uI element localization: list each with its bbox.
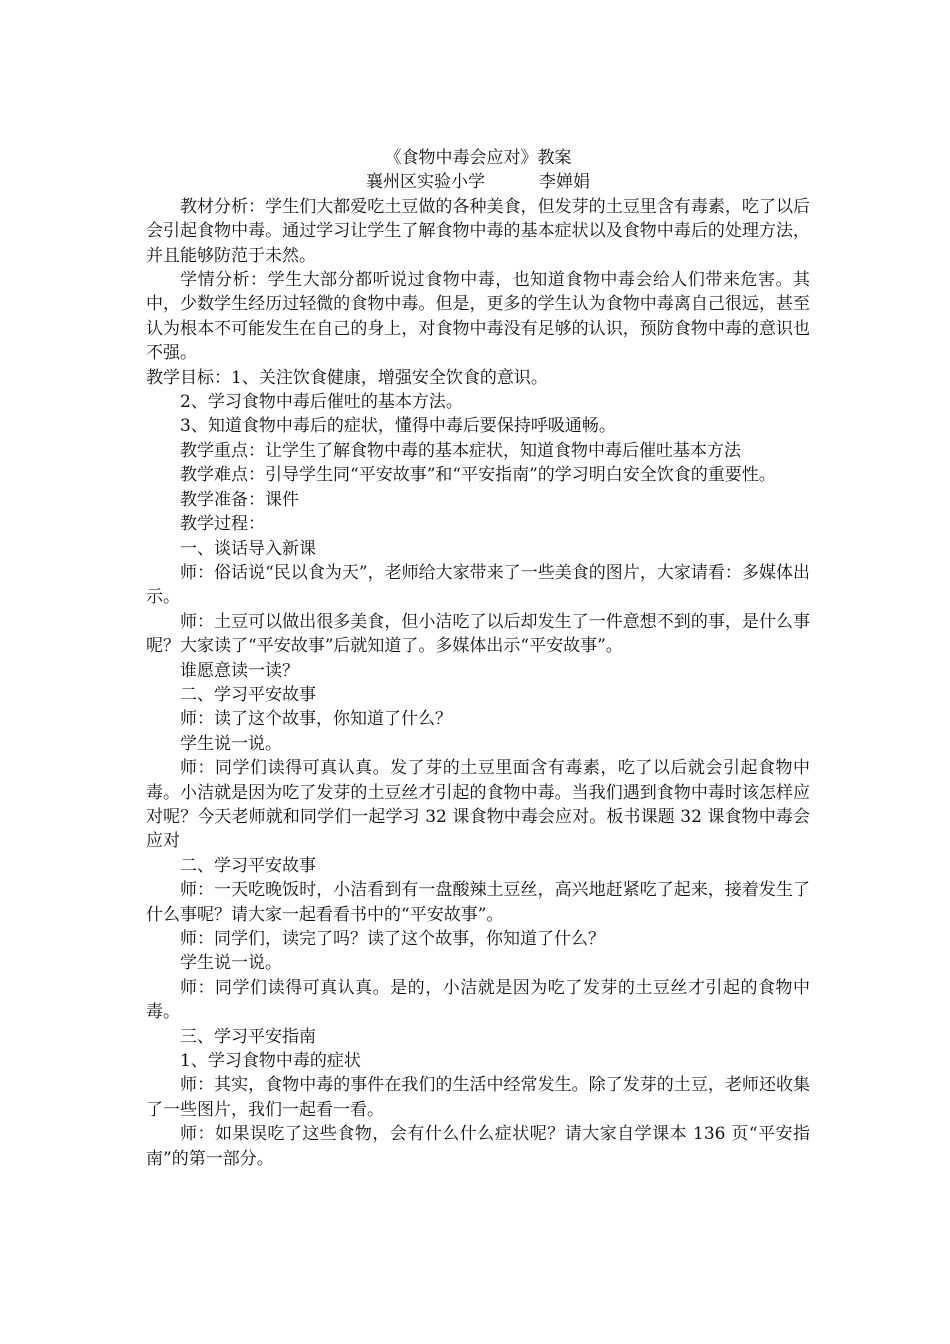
document-paragraph: 二、学习平安故事 (180, 855, 316, 876)
document-paragraph: 师：同学们读得可真认真。是的，小洁就是因为吃了发芽的土豆丝才引起的食物中毒。 (146, 977, 810, 1023)
document-paragraph: 师：如果误吃了这些食物，会有什么什么症状呢？请大家自学课本 136 页“平安指南”的第一部分。 (146, 1124, 810, 1169)
document-paragraph: 师：俗话说“民以食为天”，老师给大家带来了一些美食的图片，大家请看：多媒体出示。 (146, 562, 810, 608)
document-paragraph: 1、学习食物中毒的症状 (180, 1051, 361, 1072)
document-paragraph: 师：土豆可以做出很多美食，但小洁吃了以后却发生了一件意想不到的事，是什么事呢？大家读了“平安故事”后就知道了。多媒体出示“平安故事”。 (146, 611, 810, 657)
document-body (146, 195, 810, 1171)
document-paragraph: 师：其实，食物中毒的事件在我们的生活中经常发生。除了发芽的土豆，老师还收集了一些图片，我们一起看一看。 (146, 1075, 810, 1120)
document-paragraph: 二、学习平安故事 (180, 684, 316, 705)
document-paragraph: 师：一天吃晚饭时，小洁看到有一盘酸辣土豆丝，高兴地赶紧吃了起来，接着发生了什么事呢？请大家一起看看书中的“平安故事”。 (146, 880, 810, 925)
document-paragraph: 教材分析：学生们大都爱吃土豆做的各种美食，但发芽的土豆里含有毒素，吃了以后会引起食物中毒。通过学习让学生了解食物中毒的基本症状以及食物中毒后的处理方法，并且能够防范于未然。 (146, 196, 810, 266)
document-paragraph: 师：读了这个故事，你知道了什么？ (180, 709, 452, 730)
document-paragraph: 学生说一说。 (180, 953, 282, 974)
document-title: 《食物中毒会应对》教案 (384, 148, 572, 168)
document-paragraph: 3、知道食物中毒后的症状，懂得中毒后要保持呼吸通畅。 (180, 416, 616, 437)
document-paragraph: 师：同学们读得可真认真。发了芽的土豆里面含有毒素，吃了以后就会引起食物中毒。小洁就是因为吃了发芽的土豆丝才引起的食物中毒。当我们遇到食物中毒时该怎样应对呢？今天老师就和同学们一起学习 32 课食物中毒会应对。板书课题 32 课食物中毒会应对 (146, 758, 810, 852)
document-page (146, 146, 810, 1171)
document-paragraph: 学生说一说。 (180, 733, 282, 754)
document-paragraph: 学情分析：学生大部分都听说过食物中毒，也知道食物中毒会给人们带来危害。其中，少数学生经历过轻微的食物中毒。但是，更多的学生认为食物中毒离自己很远，甚至认为根本不可能发生在自己的身上，对食物中毒没有足够的认识，预防食物中毒的意识也不强。 (146, 270, 810, 364)
document-paragraph: 一、谈话导入新课 (180, 538, 316, 559)
document-paragraph: 教学重点：让学生了解食物中毒的基本症状，知道食物中毒后催吐基本方法 (180, 440, 741, 461)
document-paragraph: 三、学习平安指南 (180, 1026, 316, 1047)
document-paragraph: 教学准备：课件 (180, 489, 299, 510)
document-paragraph: 教学目标：1、关注饮食健康，增强安全饮食的意识。 (146, 367, 548, 388)
document-paragraph: 2、学习食物中毒后催吐的基本方法。 (180, 392, 463, 413)
document-paragraph: 教学难点：引导学生同“平安故事”和“平安指南”的学习明白安全饮食的重要性。 (180, 465, 776, 486)
document-paragraph: 教学过程： (180, 514, 265, 535)
document-byline: 襄州区实验小学 李婵娟 (365, 172, 591, 193)
document-paragraph: 谁愿意读一读？ (180, 660, 299, 681)
document-paragraph: 师：同学们，读完了吗？读了这个故事，你知道了什么？ (180, 929, 605, 949)
